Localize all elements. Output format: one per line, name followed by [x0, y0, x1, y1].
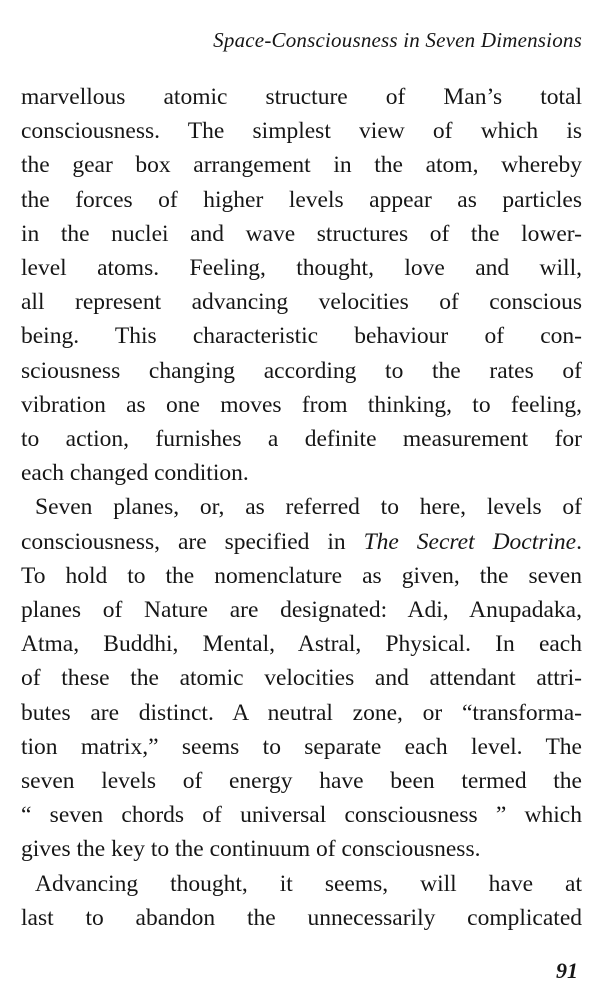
text-line: consciousness. The simplest view of which is: [21, 118, 582, 145]
text-fragment: consciousness, are specified in: [21, 528, 364, 555]
body-text: [21, 80, 582, 935]
text-line: gives the key to the continuum of consciousness.: [21, 836, 481, 863]
text-line: sciousness changing according to the rates of: [21, 357, 582, 384]
text-line: Atma, Buddhi, Mental, Astral, Physical. In each: [21, 631, 582, 658]
text-fragment: .: [576, 528, 582, 555]
page-number: 91: [556, 958, 578, 983]
text-line: the gear box arrangement in the atom, whereby: [21, 152, 582, 179]
running-head: Space-Consciousness in Seven Dimensions: [213, 28, 582, 52]
text-line: the forces of higher levels appear as particles: [21, 186, 582, 213]
text-line: seven levels of energy have been termed the: [21, 768, 582, 795]
text-line: Seven planes, or, as referred to here, levels of: [35, 494, 582, 521]
text-line: last to abandon the unnecessarily complicated: [21, 904, 582, 931]
text-line: tion matrix,” seems to separate each level. The: [21, 733, 582, 760]
text-line: [21, 525, 582, 559]
text-line: marvellous atomic structure of Man’s total: [21, 84, 582, 110]
text-line: vibration as one moves from thinking, to feeling,: [21, 391, 582, 418]
text-line: level atoms. Feeling, thought, love and will,: [21, 255, 582, 282]
text-line: all represent advancing velocities of conscious: [21, 289, 582, 316]
text-line: “ seven chords of universal consciousness ” which: [21, 802, 582, 829]
text-line: To hold to the nomenclature as given, the seven: [21, 562, 582, 589]
text-line: being. This characteristic behaviour of con-: [21, 323, 582, 350]
text-line: to action, furnishes a definite measurement for: [21, 426, 582, 453]
text-line: in the nuclei and wave structures of the lower-: [21, 220, 582, 247]
book-title: The Secret Doctrine: [363, 528, 577, 555]
text-line: planes of Nature are designated: Adi, Anupadaka,: [21, 597, 582, 624]
text-line: of these the atomic velocities and attendant attri-: [21, 665, 582, 692]
text-line: each changed condition.: [21, 460, 249, 487]
text-line: butes are distinct. A neutral zone, or “transforma-: [21, 699, 582, 726]
text-line: Advancing thought, it seems, will have at: [35, 870, 582, 897]
